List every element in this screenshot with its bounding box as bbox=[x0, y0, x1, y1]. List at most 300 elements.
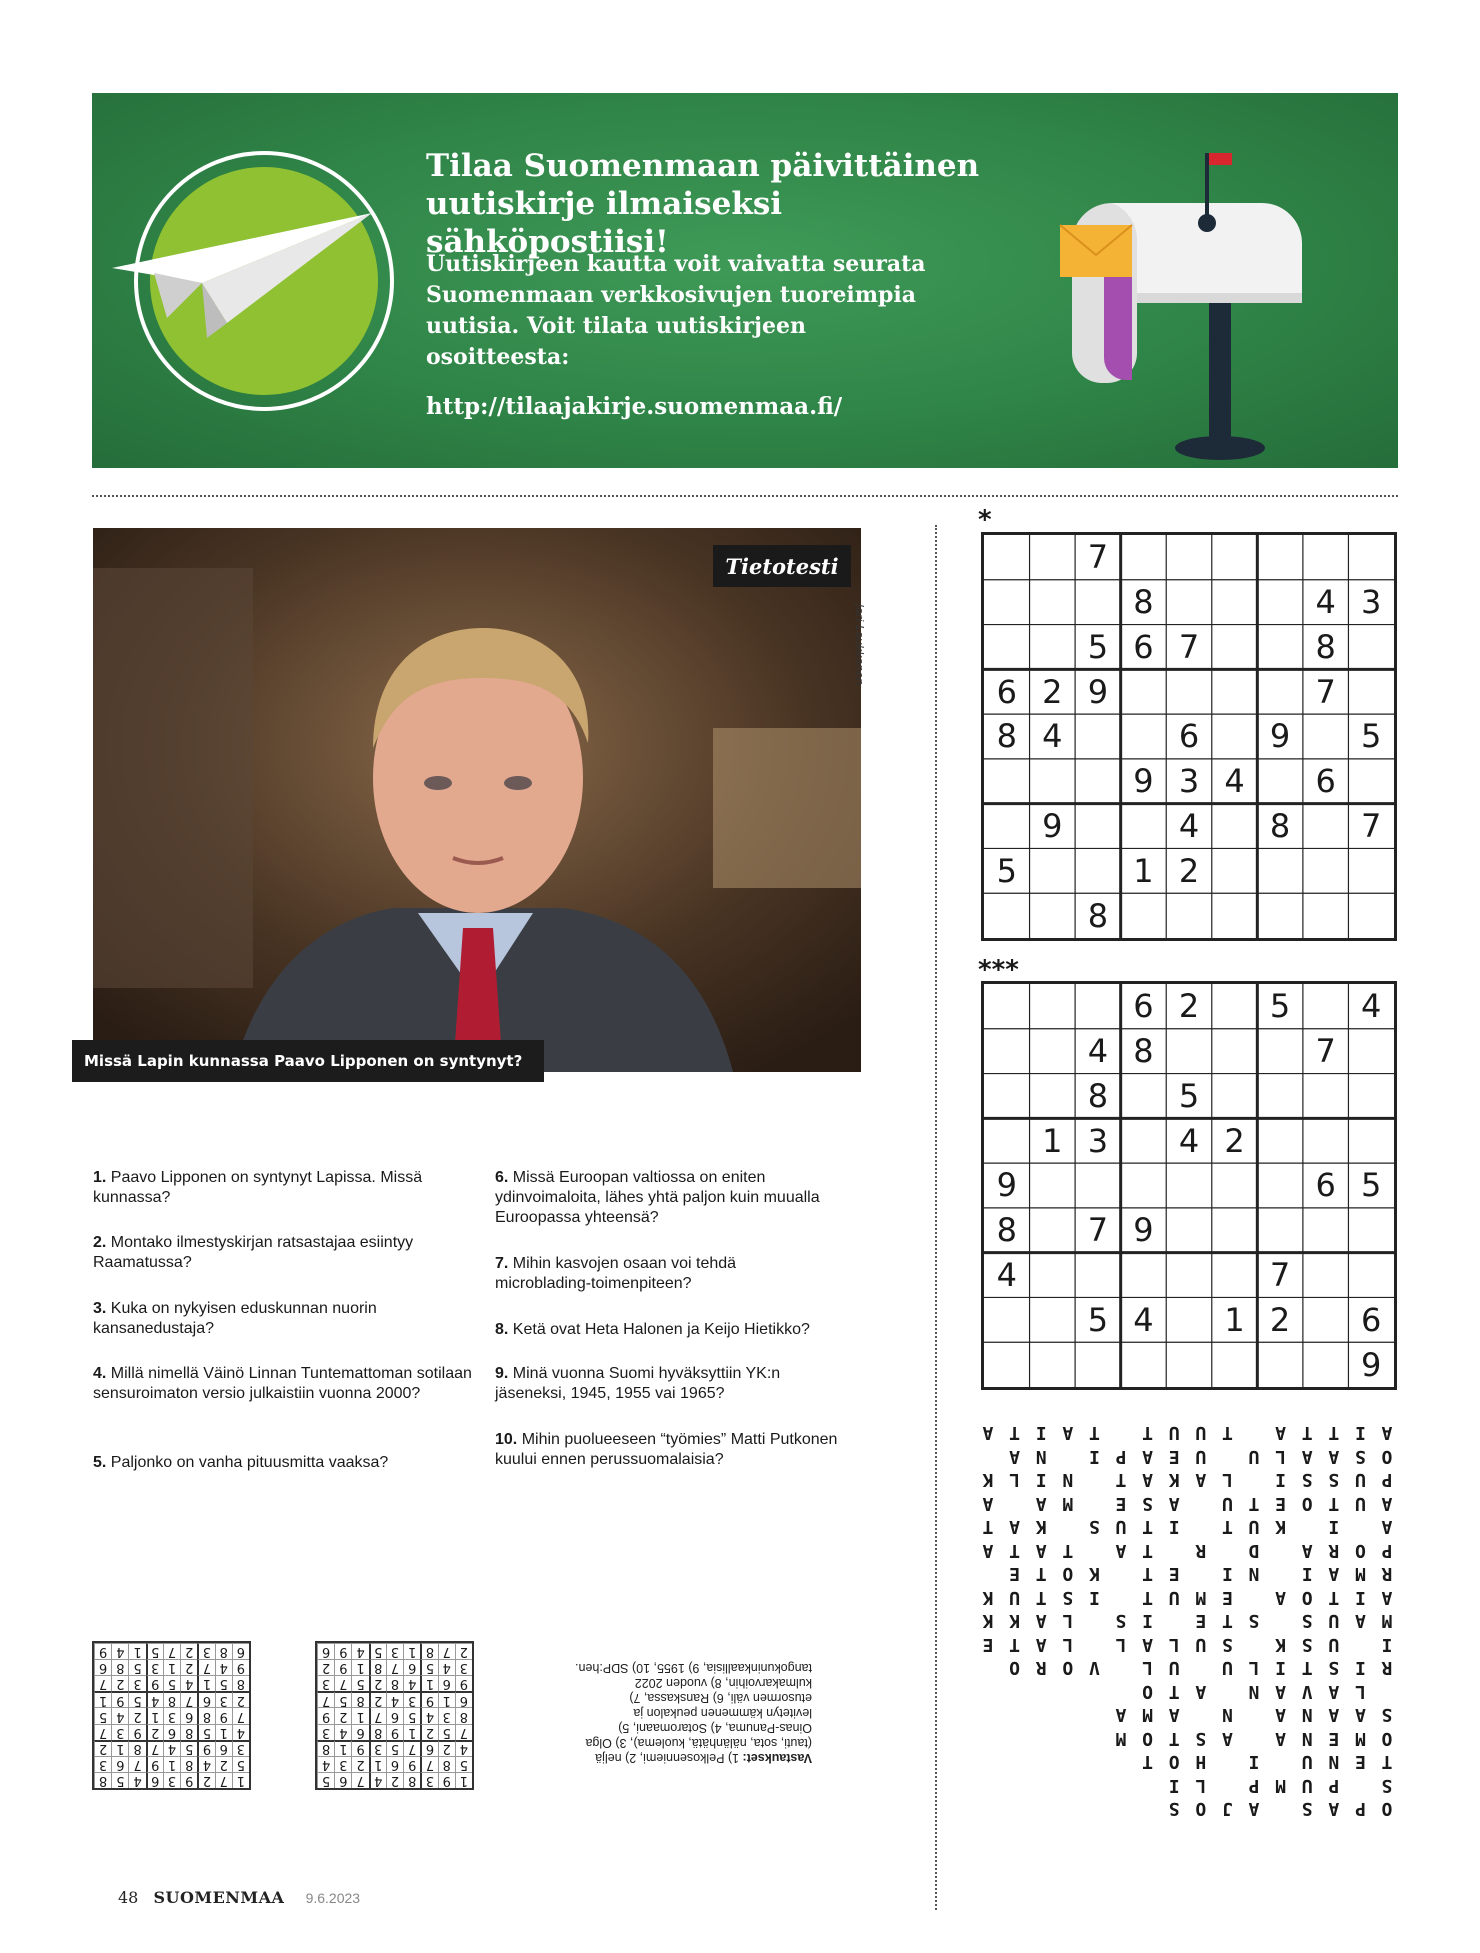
word-search-letter[interactable]: M bbox=[1354, 1563, 1366, 1585]
word-search-letter[interactable]: L bbox=[1062, 1634, 1074, 1655]
word-search-letter[interactable]: U bbox=[1248, 1446, 1260, 1467]
word-search-letter[interactable]: T bbox=[1328, 1587, 1340, 1608]
sudoku-empty-cell[interactable] bbox=[1075, 984, 1121, 1029]
word-search-letter[interactable]: A bbox=[1248, 1798, 1260, 1820]
sudoku-empty-cell[interactable] bbox=[1348, 848, 1394, 893]
word-search-letter[interactable]: S bbox=[1354, 1446, 1366, 1467]
word-search-letter[interactable]: A bbox=[1354, 1704, 1366, 1726]
word-search-letter[interactable]: T bbox=[1328, 1422, 1340, 1444]
word-search-letter[interactable]: O bbox=[1301, 1587, 1313, 1608]
word-search-letter[interactable]: O bbox=[1062, 1657, 1074, 1679]
sudoku-empty-cell[interactable] bbox=[1212, 625, 1258, 670]
word-search-letter[interactable]: A bbox=[1354, 1610, 1366, 1632]
word-search-letter[interactable]: U bbox=[1115, 1516, 1127, 1538]
sudoku-empty-cell[interactable] bbox=[1257, 535, 1303, 580]
sudoku-empty-cell[interactable] bbox=[1303, 535, 1349, 580]
word-search-letter[interactable]: A bbox=[1035, 1540, 1047, 1561]
word-search-letter[interactable]: O bbox=[1168, 1751, 1180, 1773]
sudoku-empty-cell[interactable] bbox=[1303, 848, 1349, 893]
word-search-letter[interactable]: I bbox=[1275, 1657, 1287, 1679]
word-search-letter[interactable]: L bbox=[1221, 1469, 1233, 1491]
word-search-letter[interactable]: I bbox=[1354, 1657, 1366, 1679]
word-search-letter[interactable]: E bbox=[1168, 1446, 1180, 1467]
sudoku-empty-cell[interactable] bbox=[1075, 580, 1121, 625]
word-search-letter[interactable]: M bbox=[1115, 1728, 1127, 1749]
word-search-letter[interactable]: T bbox=[1168, 1681, 1180, 1702]
sudoku-empty-cell[interactable] bbox=[1303, 1342, 1349, 1387]
word-search-letter[interactable]: U bbox=[1301, 1775, 1313, 1796]
word-search-letter[interactable]: T bbox=[1062, 1540, 1074, 1561]
word-search-letter[interactable]: A bbox=[1328, 1798, 1340, 1820]
word-search-letter[interactable]: T bbox=[1142, 1587, 1154, 1608]
word-search-letter[interactable]: T bbox=[1035, 1563, 1047, 1585]
word-search-letter[interactable]: N bbox=[1328, 1751, 1340, 1773]
word-search-letter[interactable]: K bbox=[982, 1587, 994, 1608]
word-search-letter[interactable]: T bbox=[1142, 1563, 1154, 1585]
word-search-letter[interactable]: E bbox=[982, 1634, 994, 1655]
word-search-letter[interactable]: M bbox=[1142, 1704, 1154, 1726]
sudoku-empty-cell[interactable] bbox=[1030, 1342, 1076, 1387]
word-search-letter[interactable]: K bbox=[1275, 1516, 1287, 1538]
sudoku-empty-cell[interactable] bbox=[1257, 1163, 1303, 1208]
word-search-letter[interactable]: N bbox=[1301, 1704, 1313, 1726]
word-search-letter[interactable]: L bbox=[1062, 1610, 1074, 1632]
word-search-letter[interactable]: N bbox=[1035, 1446, 1047, 1467]
word-search-letter[interactable]: N bbox=[1062, 1469, 1074, 1491]
word-search-letter[interactable]: S bbox=[1195, 1728, 1207, 1749]
word-search-letter[interactable]: I bbox=[1354, 1587, 1366, 1608]
sudoku-empty-cell[interactable] bbox=[1212, 669, 1258, 714]
sudoku-empty-cell[interactable] bbox=[1030, 759, 1076, 804]
word-search-letter[interactable]: T bbox=[1035, 1587, 1047, 1608]
sudoku-empty-cell[interactable] bbox=[1030, 1163, 1076, 1208]
sudoku-empty-cell[interactable] bbox=[1166, 893, 1212, 938]
word-search-letter[interactable]: I bbox=[1168, 1775, 1180, 1796]
word-search-letter[interactable]: I bbox=[1035, 1469, 1047, 1491]
word-search-letter[interactable]: K bbox=[1035, 1516, 1047, 1538]
word-search-letter[interactable]: U bbox=[1195, 1422, 1207, 1444]
word-search-letter[interactable]: I bbox=[1088, 1446, 1100, 1467]
sudoku-empty-cell[interactable] bbox=[1075, 714, 1121, 759]
sudoku-empty-cell[interactable] bbox=[1303, 1208, 1349, 1253]
sudoku-hard-grid[interactable] bbox=[981, 981, 1397, 1390]
word-search-letter[interactable]: U bbox=[1195, 1634, 1207, 1655]
word-search-letter[interactable]: H bbox=[1195, 1751, 1207, 1773]
sudoku-empty-cell[interactable] bbox=[1075, 1342, 1121, 1387]
sudoku-empty-cell[interactable] bbox=[1303, 1297, 1349, 1342]
sudoku-empty-cell[interactable] bbox=[1257, 893, 1303, 938]
word-search-letter[interactable]: A bbox=[1035, 1610, 1047, 1632]
sudoku-empty-cell[interactable] bbox=[1075, 1253, 1121, 1298]
word-search-letter[interactable]: A bbox=[1381, 1587, 1393, 1608]
word-search-letter[interactable]: E bbox=[1328, 1728, 1340, 1749]
word-search-letter[interactable]: S bbox=[1381, 1775, 1393, 1796]
word-search-letter[interactable]: K bbox=[1088, 1563, 1100, 1585]
sudoku-empty-cell[interactable] bbox=[1030, 1074, 1076, 1119]
word-search-letter[interactable]: A bbox=[1381, 1516, 1393, 1538]
word-search-letter[interactable]: P bbox=[1328, 1775, 1340, 1796]
sudoku-empty-cell[interactable] bbox=[1212, 984, 1258, 1029]
sudoku-empty-cell[interactable] bbox=[1348, 669, 1394, 714]
sudoku-empty-cell[interactable] bbox=[1257, 580, 1303, 625]
word-search-letter[interactable]: L bbox=[1168, 1634, 1180, 1655]
sudoku-empty-cell[interactable] bbox=[1166, 1029, 1212, 1074]
sudoku-empty-cell[interactable] bbox=[1166, 1208, 1212, 1253]
sudoku-empty-cell[interactable] bbox=[1257, 1074, 1303, 1119]
word-search-letter[interactable]: A bbox=[1301, 1540, 1313, 1561]
word-search-letter[interactable]: R bbox=[1381, 1657, 1393, 1679]
word-search-letter[interactable]: I bbox=[1088, 1587, 1100, 1608]
sudoku-empty-cell[interactable] bbox=[1303, 804, 1349, 849]
sudoku-empty-cell[interactable] bbox=[1257, 1029, 1303, 1074]
sudoku-empty-cell[interactable] bbox=[1257, 1342, 1303, 1387]
sudoku-empty-cell[interactable] bbox=[1121, 1074, 1167, 1119]
word-search-letter[interactable]: T bbox=[1168, 1728, 1180, 1749]
sudoku-empty-cell[interactable] bbox=[984, 804, 1030, 849]
sudoku-empty-cell[interactable] bbox=[1348, 625, 1394, 670]
word-search-letter[interactable]: U bbox=[1328, 1634, 1340, 1655]
sudoku-empty-cell[interactable] bbox=[984, 1074, 1030, 1119]
word-search-letter[interactable]: S bbox=[1301, 1469, 1313, 1491]
sudoku-empty-cell[interactable] bbox=[984, 625, 1030, 670]
word-search-letter[interactable]: O bbox=[1142, 1681, 1154, 1702]
word-search-letter[interactable]: S bbox=[1168, 1798, 1180, 1820]
word-search-letter[interactable]: T bbox=[1328, 1493, 1340, 1514]
word-search-letter[interactable]: A bbox=[982, 1540, 994, 1561]
word-search-letter[interactable]: U bbox=[1354, 1493, 1366, 1514]
word-search-letter[interactable]: T bbox=[1301, 1422, 1313, 1444]
word-search-letter[interactable]: T bbox=[1221, 1610, 1233, 1632]
word-search-letter[interactable]: E bbox=[1168, 1563, 1180, 1585]
word-search-letter[interactable]: A bbox=[1009, 1446, 1021, 1467]
word-search-letter[interactable]: A bbox=[1195, 1681, 1207, 1702]
word-search-letter[interactable]: E bbox=[1195, 1610, 1207, 1632]
word-search-letter[interactable]: T bbox=[1301, 1657, 1313, 1679]
word-search-letter[interactable]: E bbox=[1221, 1587, 1233, 1608]
sudoku-empty-cell[interactable] bbox=[1212, 535, 1258, 580]
word-search-letter[interactable]: A bbox=[1275, 1704, 1287, 1726]
sudoku-empty-cell[interactable] bbox=[1348, 1029, 1394, 1074]
word-search-letter[interactable]: L bbox=[1142, 1657, 1154, 1679]
word-search-letter[interactable]: O bbox=[1062, 1563, 1074, 1585]
word-search-letter[interactable]: M bbox=[1381, 1610, 1393, 1632]
word-search-letter[interactable]: A bbox=[1115, 1540, 1127, 1561]
sudoku-empty-cell[interactable] bbox=[1348, 759, 1394, 804]
word-search-letter[interactable]: O bbox=[1009, 1657, 1021, 1679]
word-search-letter[interactable]: A bbox=[1168, 1493, 1180, 1514]
word-search-letter[interactable]: T bbox=[1221, 1516, 1233, 1538]
word-search-letter[interactable]: A bbox=[1275, 1728, 1287, 1749]
sudoku-empty-cell[interactable] bbox=[1030, 580, 1076, 625]
sudoku-empty-cell[interactable] bbox=[984, 1118, 1030, 1163]
sudoku-empty-cell[interactable] bbox=[1030, 984, 1076, 1029]
word-search-letter[interactable]: A bbox=[1035, 1634, 1047, 1655]
word-search-letter[interactable]: U bbox=[1354, 1469, 1366, 1491]
word-search-letter[interactable]: K bbox=[1275, 1634, 1287, 1655]
word-search-letter[interactable]: S bbox=[1248, 1610, 1260, 1632]
sudoku-empty-cell[interactable] bbox=[1212, 848, 1258, 893]
word-search-letter[interactable]: T bbox=[1115, 1469, 1127, 1491]
sudoku-empty-cell[interactable] bbox=[1030, 625, 1076, 670]
word-search-letter[interactable]: A bbox=[1275, 1587, 1287, 1608]
word-search-letter[interactable]: A bbox=[1328, 1446, 1340, 1467]
word-search-letter[interactable]: I bbox=[1221, 1563, 1233, 1585]
word-search-letter[interactable]: V bbox=[1301, 1681, 1313, 1702]
sudoku-empty-cell[interactable] bbox=[1075, 759, 1121, 804]
word-search-letter[interactable]: S bbox=[1115, 1610, 1127, 1632]
word-search-letter[interactable]: A bbox=[1275, 1422, 1287, 1444]
word-search-letter[interactable]: A bbox=[1301, 1446, 1313, 1467]
sudoku-empty-cell[interactable] bbox=[1212, 1253, 1258, 1298]
word-search-letter[interactable]: J bbox=[1221, 1798, 1233, 1820]
word-search-letter[interactable]: O bbox=[1354, 1540, 1366, 1561]
word-search-letter[interactable]: A bbox=[1381, 1422, 1393, 1444]
word-search-letter[interactable]: L bbox=[1115, 1634, 1127, 1655]
word-search-letter[interactable]: S bbox=[1062, 1587, 1074, 1608]
sudoku-empty-cell[interactable] bbox=[1030, 848, 1076, 893]
word-search-letter[interactable]: T bbox=[1142, 1540, 1154, 1561]
sudoku-empty-cell[interactable] bbox=[1303, 714, 1349, 759]
word-search-letter[interactable]: R bbox=[1195, 1540, 1207, 1561]
word-search-letter[interactable]: U bbox=[1328, 1610, 1340, 1632]
sudoku-empty-cell[interactable] bbox=[1212, 714, 1258, 759]
word-search-letter[interactable]: A bbox=[1009, 1516, 1021, 1538]
word-search-letter[interactable]: A bbox=[1168, 1704, 1180, 1726]
word-search-letter[interactable]: P bbox=[1248, 1775, 1260, 1796]
word-search-letter[interactable]: S bbox=[1328, 1657, 1340, 1679]
word-search-letter[interactable]: T bbox=[1221, 1422, 1233, 1444]
word-search-letter[interactable]: I bbox=[1328, 1516, 1340, 1538]
newsletter-link[interactable]: http://tilaajakirje.suomenmaa.fi/ bbox=[426, 393, 843, 420]
sudoku-empty-cell[interactable] bbox=[1166, 535, 1212, 580]
word-search-letter[interactable]: T bbox=[1009, 1422, 1021, 1444]
word-search-letter[interactable]: T bbox=[1142, 1422, 1154, 1444]
word-search-letter[interactable]: N bbox=[1248, 1681, 1260, 1702]
word-search-letter[interactable]: M bbox=[1275, 1775, 1287, 1796]
sudoku-empty-cell[interactable] bbox=[984, 580, 1030, 625]
word-search-letter[interactable]: I bbox=[1248, 1751, 1260, 1773]
word-search-letter[interactable]: T bbox=[1142, 1751, 1154, 1773]
word-search-letter[interactable]: T bbox=[1009, 1634, 1021, 1655]
word-search-letter[interactable]: U bbox=[1168, 1422, 1180, 1444]
word-search-letter[interactable]: I bbox=[1301, 1563, 1313, 1585]
word-search-letter[interactable]: A bbox=[1275, 1681, 1287, 1702]
word-search-letter[interactable]: S bbox=[1381, 1704, 1393, 1726]
word-search-letter[interactable]: I bbox=[1275, 1469, 1287, 1491]
word-search-letter[interactable]: S bbox=[1301, 1610, 1313, 1632]
word-search-letter[interactable]: S bbox=[1301, 1634, 1313, 1655]
word-search-letter[interactable]: I bbox=[1381, 1634, 1393, 1655]
sudoku-empty-cell[interactable] bbox=[1303, 1253, 1349, 1298]
sudoku-empty-cell[interactable] bbox=[1166, 1297, 1212, 1342]
word-search-letter[interactable]: R bbox=[1381, 1563, 1393, 1585]
word-search-letter[interactable]: E bbox=[1009, 1563, 1021, 1585]
sudoku-empty-cell[interactable] bbox=[1303, 893, 1349, 938]
sudoku-empty-cell[interactable] bbox=[1030, 893, 1076, 938]
sudoku-empty-cell[interactable] bbox=[984, 1297, 1030, 1342]
sudoku-empty-cell[interactable] bbox=[1348, 1074, 1394, 1119]
sudoku-empty-cell[interactable] bbox=[984, 535, 1030, 580]
sudoku-empty-cell[interactable] bbox=[1166, 669, 1212, 714]
word-search-letter[interactable]: O bbox=[1381, 1728, 1393, 1749]
word-search-letter[interactable]: U bbox=[1301, 1751, 1313, 1773]
word-search-letter[interactable]: U bbox=[1221, 1657, 1233, 1679]
sudoku-empty-cell[interactable] bbox=[1075, 848, 1121, 893]
sudoku-empty-cell[interactable] bbox=[1121, 714, 1167, 759]
sudoku-empty-cell[interactable] bbox=[1348, 1253, 1394, 1298]
word-search-letter[interactable]: L bbox=[1009, 1469, 1021, 1491]
word-search-letter[interactable]: M bbox=[1354, 1728, 1366, 1749]
sudoku-empty-cell[interactable] bbox=[1121, 535, 1167, 580]
word-search-letter[interactable]: O bbox=[1195, 1798, 1207, 1820]
sudoku-empty-cell[interactable] bbox=[1075, 804, 1121, 849]
word-search-letter[interactable]: E bbox=[1275, 1493, 1287, 1514]
sudoku-empty-cell[interactable] bbox=[1212, 1029, 1258, 1074]
word-search-letter[interactable]: E bbox=[1115, 1493, 1127, 1514]
word-search-letter[interactable]: L bbox=[1275, 1446, 1287, 1467]
sudoku-empty-cell[interactable] bbox=[1121, 1342, 1167, 1387]
word-search-letter[interactable]: R bbox=[1328, 1540, 1340, 1561]
word-search-letter[interactable]: U bbox=[1168, 1657, 1180, 1679]
sudoku-empty-cell[interactable] bbox=[1303, 1074, 1349, 1119]
sudoku-empty-cell[interactable] bbox=[1257, 848, 1303, 893]
word-search-letter[interactable]: L bbox=[1248, 1657, 1260, 1679]
sudoku-empty-cell[interactable] bbox=[1166, 580, 1212, 625]
sudoku-empty-cell[interactable] bbox=[1257, 625, 1303, 670]
sudoku-empty-cell[interactable] bbox=[1212, 1208, 1258, 1253]
sudoku-empty-cell[interactable] bbox=[1030, 1253, 1076, 1298]
word-search-letter[interactable]: P bbox=[1381, 1469, 1393, 1491]
sudoku-empty-cell[interactable] bbox=[1303, 1118, 1349, 1163]
word-search-letter[interactable]: U bbox=[1168, 1587, 1180, 1608]
word-search-letter[interactable]: A bbox=[1062, 1422, 1074, 1444]
sudoku-empty-cell[interactable] bbox=[1166, 1253, 1212, 1298]
word-search-letter[interactable]: M bbox=[1195, 1587, 1207, 1608]
word-search-letter[interactable]: V bbox=[1088, 1657, 1100, 1679]
word-search-letter[interactable]: S bbox=[1328, 1469, 1340, 1491]
sudoku-empty-cell[interactable] bbox=[1348, 893, 1394, 938]
sudoku-empty-cell[interactable] bbox=[1121, 1118, 1167, 1163]
word-search-letter[interactable]: M bbox=[1062, 1493, 1074, 1514]
word-search-letter[interactable]: K bbox=[982, 1469, 994, 1491]
word-search-letter[interactable]: U bbox=[1221, 1493, 1233, 1514]
sudoku-empty-cell[interactable] bbox=[1257, 759, 1303, 804]
word-search-letter[interactable]: E bbox=[1354, 1751, 1366, 1773]
word-search-letter[interactable]: D bbox=[1248, 1540, 1260, 1561]
word-search-letter[interactable]: A bbox=[1142, 1469, 1154, 1491]
word-search-letter[interactable]: A bbox=[982, 1422, 994, 1444]
word-search-letter[interactable]: P bbox=[1354, 1798, 1366, 1820]
sudoku-empty-cell[interactable] bbox=[1257, 1208, 1303, 1253]
word-search-letter[interactable]: S bbox=[1088, 1516, 1100, 1538]
word-search-letter[interactable]: A bbox=[1328, 1681, 1340, 1702]
word-search-letter[interactable]: R bbox=[1035, 1657, 1047, 1679]
word-search-letter[interactable]: I bbox=[1168, 1516, 1180, 1538]
word-search-letter[interactable]: U bbox=[1009, 1587, 1021, 1608]
sudoku-empty-cell[interactable] bbox=[1212, 1074, 1258, 1119]
word-search-letter[interactable]: O bbox=[1142, 1728, 1154, 1749]
word-search-letter[interactable]: S bbox=[1221, 1634, 1233, 1655]
word-search-letter[interactable]: N bbox=[1301, 1728, 1313, 1749]
word-search-letter[interactable]: N bbox=[1248, 1563, 1260, 1585]
sudoku-empty-cell[interactable] bbox=[1212, 893, 1258, 938]
sudoku-empty-cell[interactable] bbox=[984, 893, 1030, 938]
word-search-letter[interactable]: O bbox=[1381, 1446, 1393, 1467]
word-search-letter[interactable]: I bbox=[1354, 1422, 1366, 1444]
word-search-letter[interactable]: L bbox=[1354, 1681, 1366, 1702]
sudoku-empty-cell[interactable] bbox=[1348, 1208, 1394, 1253]
word-search-letter[interactable]: A bbox=[1381, 1493, 1393, 1514]
word-search-letter[interactable]: L bbox=[1195, 1775, 1207, 1796]
word-search-letter[interactable]: K bbox=[1009, 1610, 1021, 1632]
sudoku-empty-cell[interactable] bbox=[1348, 535, 1394, 580]
word-search-letter[interactable]: T bbox=[982, 1516, 994, 1538]
word-search-letter[interactable]: U bbox=[1195, 1446, 1207, 1467]
sudoku-empty-cell[interactable] bbox=[1121, 1253, 1167, 1298]
sudoku-empty-cell[interactable] bbox=[1030, 1297, 1076, 1342]
word-search-letter[interactable]: T bbox=[1142, 1516, 1154, 1538]
word-search-letter[interactable]: T bbox=[1088, 1422, 1100, 1444]
sudoku-empty-cell[interactable] bbox=[984, 1029, 1030, 1074]
word-search-letter[interactable]: A bbox=[1035, 1493, 1047, 1514]
word-search-letter[interactable]: T bbox=[1009, 1540, 1021, 1561]
sudoku-empty-cell[interactable] bbox=[984, 1342, 1030, 1387]
sudoku-empty-cell[interactable] bbox=[1166, 1342, 1212, 1387]
sudoku-empty-cell[interactable] bbox=[1257, 669, 1303, 714]
word-search-letter[interactable]: U bbox=[1248, 1516, 1260, 1538]
sudoku-empty-cell[interactable] bbox=[1303, 984, 1349, 1029]
word-search-letter[interactable]: A bbox=[1142, 1634, 1154, 1655]
sudoku-empty-cell[interactable] bbox=[1121, 1163, 1167, 1208]
word-search-letter[interactable]: P bbox=[1115, 1446, 1127, 1467]
sudoku-easy-grid[interactable] bbox=[981, 532, 1397, 941]
sudoku-empty-cell[interactable] bbox=[1257, 1118, 1303, 1163]
sudoku-empty-cell[interactable] bbox=[1212, 580, 1258, 625]
sudoku-empty-cell[interactable] bbox=[1348, 1118, 1394, 1163]
sudoku-empty-cell[interactable] bbox=[1075, 1163, 1121, 1208]
word-search-letter[interactable]: A bbox=[1328, 1563, 1340, 1585]
sudoku-empty-cell[interactable] bbox=[984, 759, 1030, 804]
word-search-letter[interactable]: A bbox=[1142, 1446, 1154, 1467]
sudoku-empty-cell[interactable] bbox=[1030, 1029, 1076, 1074]
word-search-letter[interactable]: K bbox=[1168, 1469, 1180, 1491]
word-search-letter[interactable]: I bbox=[1035, 1422, 1047, 1444]
word-search-letter[interactable]: S bbox=[1142, 1493, 1154, 1514]
sudoku-empty-cell[interactable] bbox=[1212, 1342, 1258, 1387]
word-search-letter[interactable]: A bbox=[1328, 1704, 1340, 1726]
word-search-letter[interactable]: A bbox=[982, 1493, 994, 1514]
word-search-letter[interactable]: K bbox=[982, 1610, 994, 1632]
word-search-letter[interactable]: O bbox=[1381, 1798, 1393, 1820]
sudoku-empty-cell[interactable] bbox=[1030, 535, 1076, 580]
word-search-letter[interactable]: I bbox=[1142, 1610, 1154, 1632]
sudoku-empty-cell[interactable] bbox=[1030, 1208, 1076, 1253]
sudoku-empty-cell[interactable] bbox=[1121, 893, 1167, 938]
sudoku-empty-cell[interactable] bbox=[984, 984, 1030, 1029]
word-search-letter[interactable]: A bbox=[1115, 1704, 1127, 1726]
word-search-letter[interactable]: A bbox=[1221, 1728, 1233, 1749]
word-search-letter[interactable]: T bbox=[1381, 1751, 1393, 1773]
sudoku-empty-cell[interactable] bbox=[1212, 804, 1258, 849]
word-search-letter[interactable]: S bbox=[1301, 1798, 1313, 1820]
sudoku-empty-cell[interactable] bbox=[1212, 1163, 1258, 1208]
word-search-letter[interactable]: A bbox=[1195, 1469, 1207, 1491]
word-search-grid[interactable] bbox=[974, 1420, 1400, 1820]
word-search-letter[interactable]: P bbox=[1381, 1540, 1393, 1561]
word-search-letter[interactable]: T bbox=[1248, 1493, 1260, 1514]
word-search-letter[interactable]: O bbox=[1301, 1493, 1313, 1514]
sudoku-empty-cell[interactable] bbox=[1121, 804, 1167, 849]
